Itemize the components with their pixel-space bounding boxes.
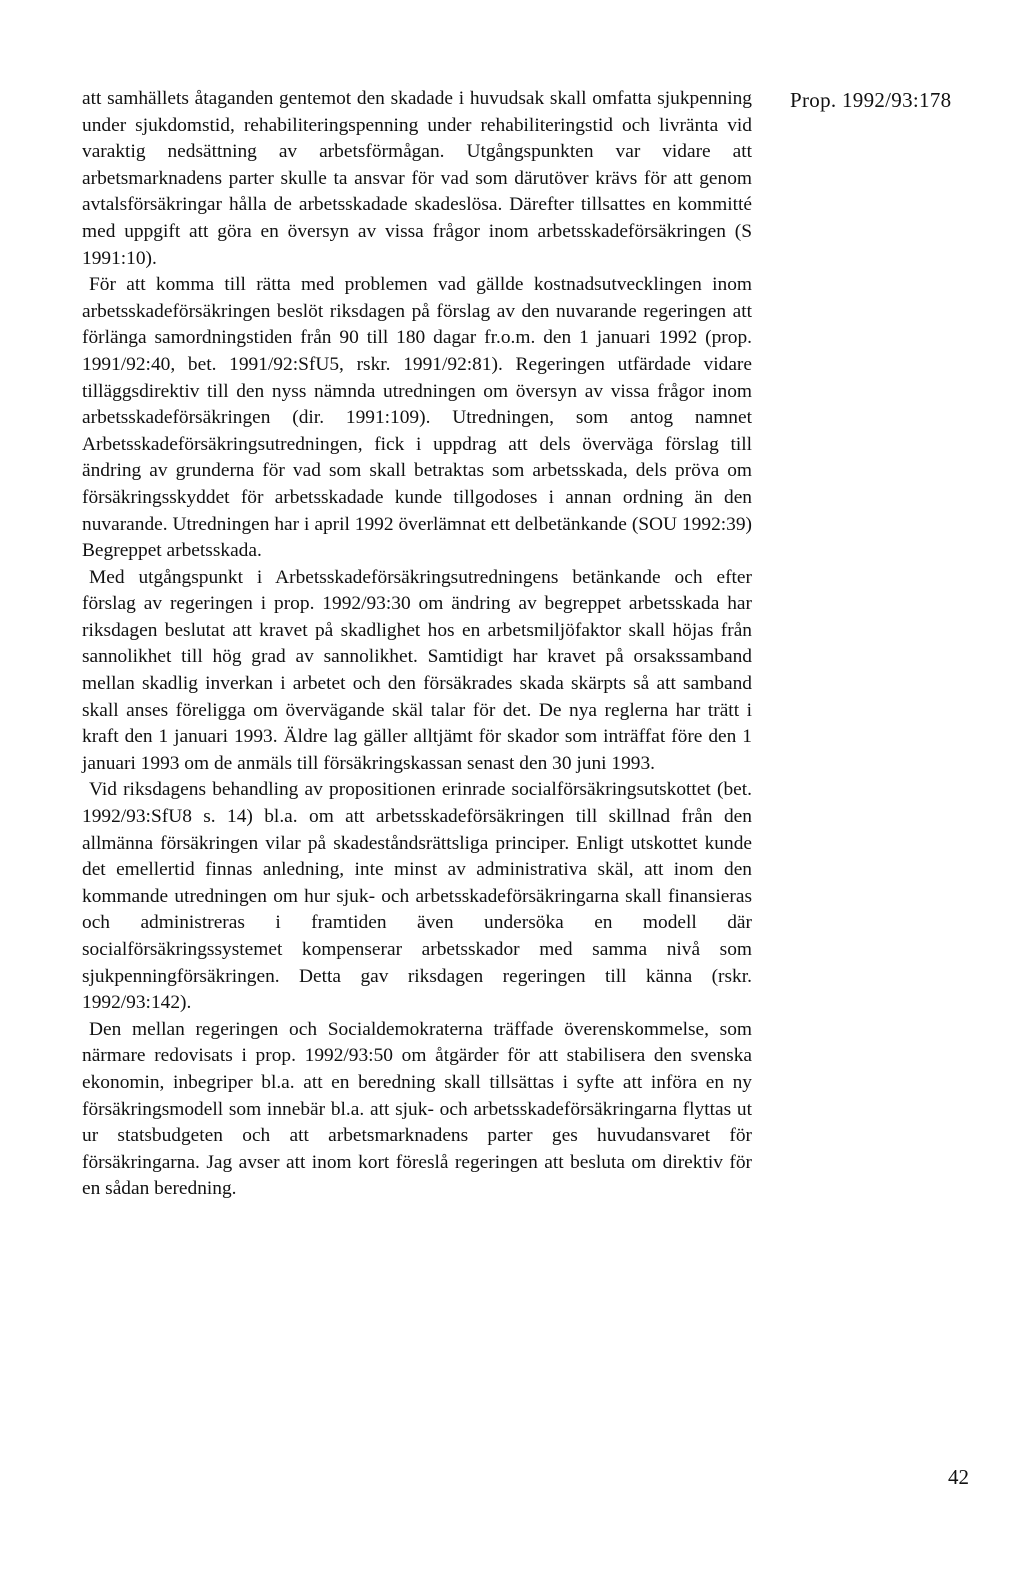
paragraph-cost-development: För att komma till rätta med problemen vad gällde kostnadsutvecklingen inom arbetsskadeförsäkringen beslöt riksdagen på förslag av den nuvarande regeringen att förlänga samordningstiden från 90 till 180 dagar fr.o.m. den 1 januari 1992 (prop. 1991/92:40, bet. 1991/92:SfU5, rskr. 1991/92:81). Regeringen utfärdade vidare tilläggsdirektiv till den nyss nämnda utredningen om översyn av vissa frågor inom arbetsskadeförsäkringen (dir. 1991:109). Utredningen, som antog namnet Arbetsskadeförsäkringsutredningen, fick i uppdrag att dels överväga förslag till ändring av grunderna för vad som skall betraktas som arbetsskada, dels pröva om försäkringsskyddet för arbetsskadade kunde tillgodoses i annan ordning än den nuvarande. Utredningen har i april 1992 överlämnat ett delbetänkande (SOU 1992:39) Begreppet arbetsskada. [82, 274, 752, 562]
page-number: 42 [948, 1465, 969, 1489]
body-text [82, 86, 752, 1203]
paragraph-agreement: Den mellan regeringen och Socialdemokraterna träffade överenskommelse, som närmare redovisats i prop. 1992/93:50 om åtgärder för att stabilisera den svenska ekonomin, inbegriper bl.a. att en beredning skall tillsättas i syfte att införa en ny försäkringsmodell som innebär bl.a. att sjuk- och arbetsskadeförsäkringarna flyttas ut ur statsbudgeten och att arbetsmarknadens parter ges huvudansvaret för försäkringarna. Jag avser att inom kort föreslå regeringen att besluta om direktiv för en sådan beredning. [82, 1018, 752, 1200]
paragraph-work-injury-definition: Med utgångspunkt i Arbetsskadeförsäkringsutredningens betänkande och efter förslag av regeringen i prop. 1992/93:30 om ändring av begreppet arbetsskada har riksdagen beslutat att kravet på skadlighet hos en arbetsmiljöfaktor skall höjas från sannolikhet till hög grad av sannolikhet. Samtidigt har kravet på orsakssamband mellan skadlig inverkan i arbetet och den försäkrades skada skärpts så att samband skall anses föreligga om övervägande skäl talar för det. De nya reglerna har trätt i kraft den 1 januari 1993. Äldre lag gäller alltjämt för skador som inträffat före den 1 januari 1993 om de anmäls till försäkringskassan senast den 30 juni 1993. [82, 566, 752, 774]
paragraph-committee-statement: Vid riksdagens behandling av propositionen erinrade socialförsäkringsutskottet (bet. 1992/93:SfU8 s. 14) bl.a. om att arbetsskadeförsäkringen till skillnad från den allmänna försäkringen vilar på skadeståndsrättsliga principer. Enligt utskottet kunde det emellertid finnas anledning, inte minst av administrativa skäl, att inom den kommande utredningen om hur sjuk- och arbetsskadeförsäkringarna skall finansieras och administreras i framtiden även undersöka en modell där socialförsäkringssystemet kompenserar arbetsskador med samma nivå som sjukpenningförsäkringen. Detta gav riksdagen regeringen till känna (rskr. 1992/93:142). [82, 779, 752, 1014]
proposition-reference: Prop. 1992/93:178 [790, 88, 952, 112]
paragraph-continuation: att samhällets åtaganden gentemot den skadade i huvudsak skall omfatta sjukpenning under sjukdomstid, rehabiliteringspenning under rehabiliteringstid och livränta vid varaktig nedsättning av arbetsförmågan. Utgångspunkten var vidare att arbetsmarknadens parter skulle ta ansvar för vad som därutöver krävs för att genom avtalsförsäkringar hålla de arbetsskadade skadeslösa. Därefter tillsattes en kommitté med uppgift att göra en översyn av vissa frågor inom arbetsskadeförsäkringen (S 1991:10). [82, 88, 752, 269]
